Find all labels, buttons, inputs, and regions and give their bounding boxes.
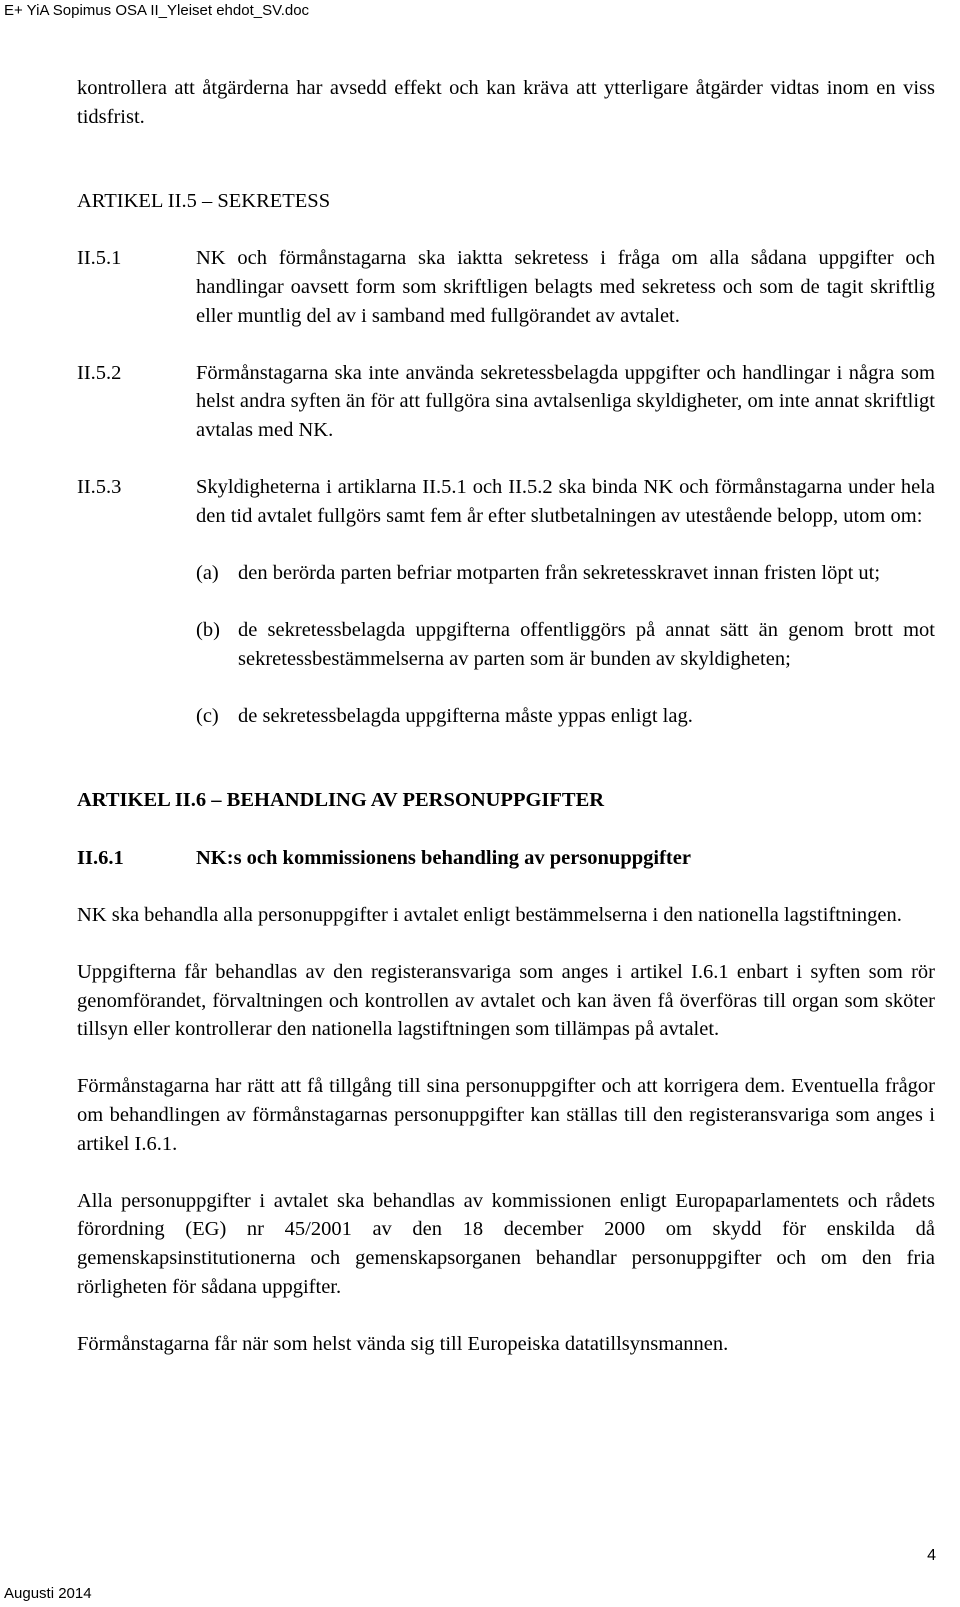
list-text: den berörda parten befriar motparten från sekretesskravet innan fristen löpt ut; [238,561,881,584]
section-II-5-2 [77,359,935,445]
list-text: de sekretessbelagda uppgifterna offentliggörs på annat sätt än genom brott mot sekretessbestämmelserna av parten som är bunden av skyldigheten; [238,619,935,670]
article-6-paragraph-2: Uppgifterna får behandlas av den registeransvariga som anges i artikel I.6.1 enbart i syften som rör genomförandet, förvaltningen och kontrollen av avtalet och kan även få överföras till organ som sköter tillsyn eller kontrollerar den nationella lagstiftningen som tillämpas på avtalet. [77,961,935,1041]
document-header-filename: E+ YiA Sopimus OSA II_Yleiset ehdot_SV.doc [4,2,310,19]
list-item-a [196,559,935,588]
article-6-paragraph-5: Förmånstagarna får när som helst vända sig till Europeiska datatillsynsmannen. [77,1332,729,1355]
article-6-paragraph-1: NK ska behandla alla personuppgifter i avtalet enligt bestämmelserna i den nationella lagstiftningen. [77,903,902,926]
section-text: Förmånstagarna ska inte använda sekretessbelagda uppgifter och handlingar i några som helst andra syften än för att fullgöra sina avtalsenliga skyldigheter, om inte annat skriftligt avtalas med NK. [196,361,935,441]
section-number: II.5.2 [77,361,122,384]
list-text: de sekretessbelagda uppgifterna måste yppas enligt lag. [238,704,693,727]
section-II-6-1-heading [77,844,935,873]
list-item-c [196,702,935,731]
section-text: NK och förmånstagarna ska iaktta sekretess i fråga om alla sådana uppgifter och handlingar oavsett form som skriftligen belagts med sekretess och som de tagit skriftlig eller muntlig del av i samband med fullgörandet av avtalet. [196,247,935,327]
list-item-b [196,616,935,673]
article-6-heading: ARTIKEL II.6 – BEHANDLING AV PERSONUPPGIFTER [77,789,605,812]
section-number: II.5.1 [77,247,122,270]
section-number: II.6.1 [77,846,124,869]
page-number: 4 [927,1547,936,1564]
section-text: Skyldigheterna i artiklarna II.5.1 och II.5.2 ska binda NK och förmånstagarna under hela den tid avtalet fullgörs samt fem år efter slutbetalningen av utestående belopp, utom om: [196,476,935,527]
list-label: (b) [196,619,220,642]
article-6-paragraph-3: Förmånstagarna har rätt att få tillgång till sina personuppgifter och att korrigera dem. Eventuella frågor om behandlingen av förmånstagarnas personuppgifter kan ställas till den registeransvariga som anges i artikel I.6.1. [77,1075,935,1155]
document-body [77,74,935,1358]
list-label: (a) [196,561,219,584]
article-6-paragraph-4: Alla personuppgifter i avtalet ska behandlas av kommissionen enligt Europaparlamentets och rådets förordning (EG) nr 45/2001 av den 18 december 2000 om skydd för enskilda då gemenskapsinstitutionerna och gemenskapsorganen behandlar personuppgifter och om den fria rörligheten för sådana uppgifter. [77,1189,935,1298]
footer-date: Augusti 2014 [4,1585,92,1602]
intro-paragraph: kontrollera att åtgärderna har avsedd effekt och kan kräva att ytterligare åtgärder vidtas inom en viss tidsfrist. [77,77,935,128]
section-number: II.5.3 [77,476,122,499]
section-title: NK:s och kommissionens behandling av personuppgifter [196,846,691,869]
section-II-5-3 [77,473,935,530]
list-label: (c) [196,704,219,727]
article-5-heading: ARTIKEL II.5 – SEKRETESS [77,190,331,213]
section-II-5-1 [77,244,935,330]
